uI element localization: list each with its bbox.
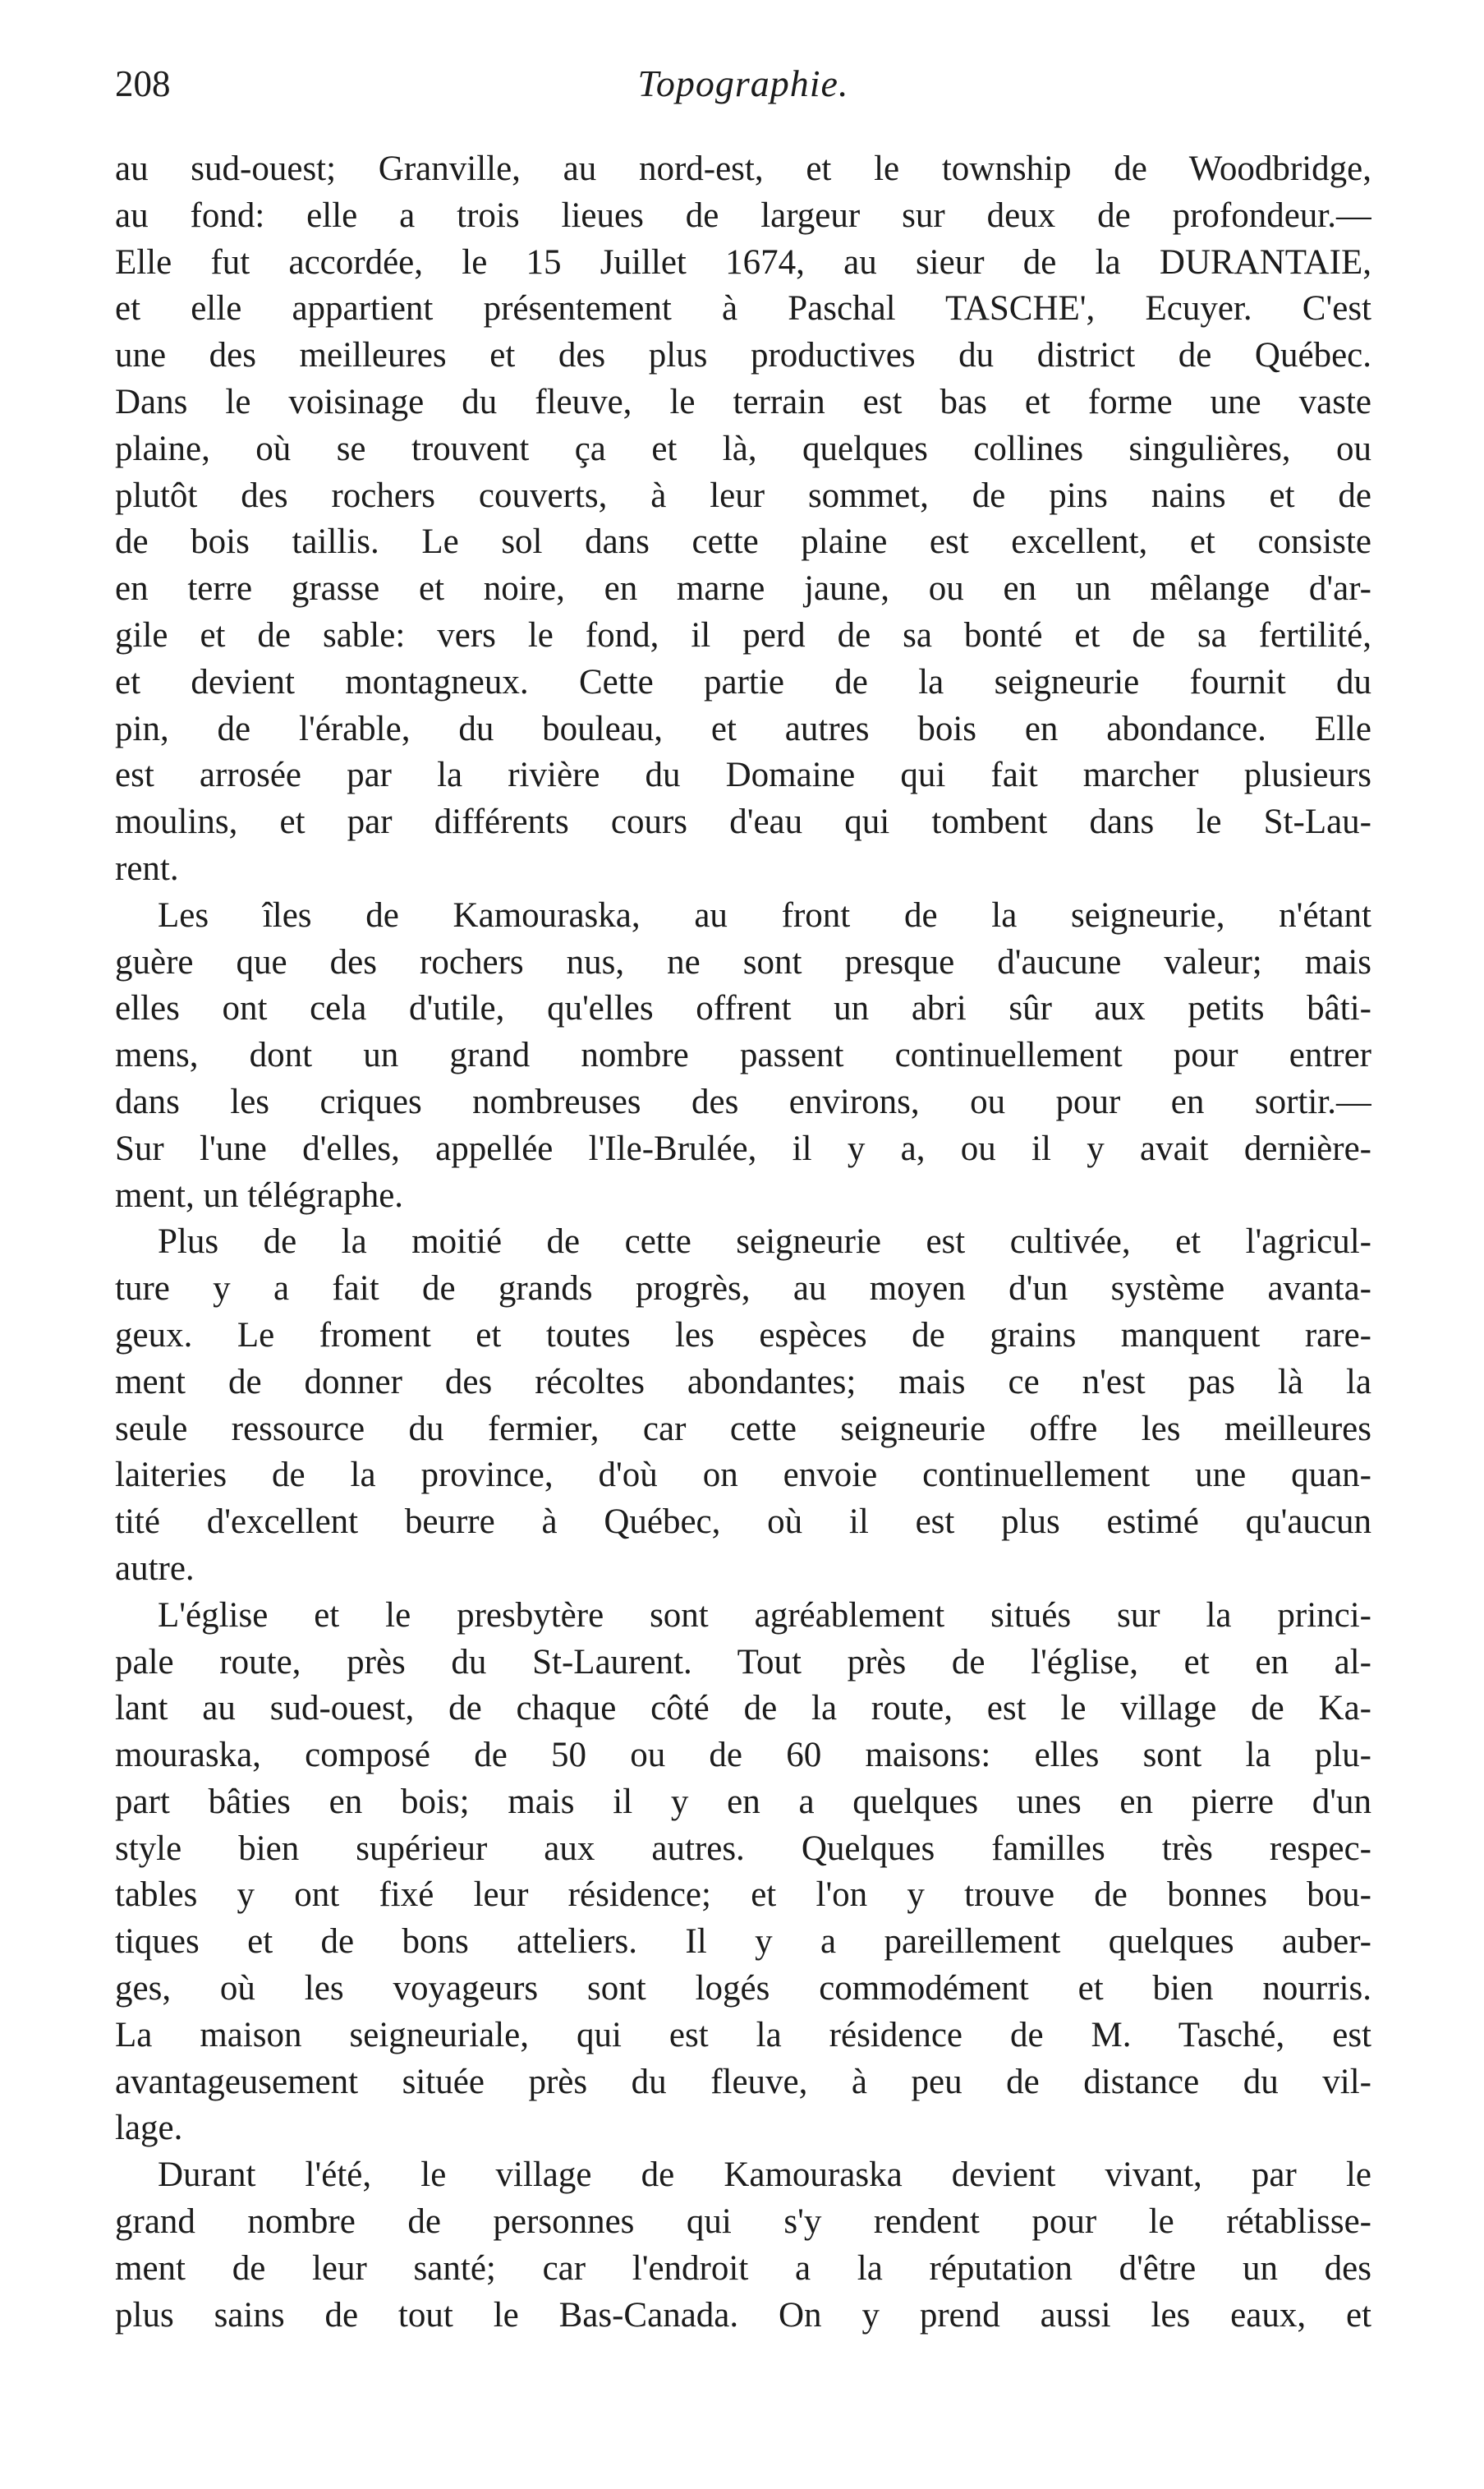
paragraph-start-line: L'église et le presbytère sont agréablement situés sur la princi- bbox=[158, 1595, 1371, 1635]
text-line: mouraska, composé de 50 ou de 60 maisons: elles sont la plu- bbox=[115, 1736, 1371, 1775]
text-line: ment de leur santé; car l'endroit a la réputation d'être un des bbox=[115, 2248, 1371, 2288]
text-line: lage. bbox=[115, 2109, 183, 2148]
text-line: part bâties en bois; mais il y en a quelques unes en pierre d'un bbox=[115, 1782, 1371, 1821]
text-line: est arrosée par la rivière du Domaine qui fait marcher plusieurs bbox=[115, 756, 1371, 795]
text-line: lant au sud-ouest, de chaque côté de la route, est le village de Ka- bbox=[115, 1689, 1371, 1728]
page-number: 208 bbox=[115, 63, 171, 104]
text-line: en terre grasse et noire, en marne jaune, ou en un mêlange d'ar- bbox=[115, 569, 1371, 609]
text-line: Elle fut accordée, le 15 Juillet 1674, au sieur de la DURANTAIE, bbox=[115, 242, 1371, 282]
text-line: geux. Le froment et toutes les espèces de grains manquent rare- bbox=[115, 1315, 1371, 1355]
text-line: au sud-ouest; Granville, au nord-est, et le township de Woodbridge, bbox=[115, 150, 1371, 188]
paragraph-start-line: Les îles de Kamouraska, au front de la seigneurie, n'étant bbox=[158, 895, 1371, 935]
text-line: pale route, près du St-Laurent. Tout près de l'église, et en al- bbox=[115, 1642, 1371, 1682]
text-line: plaine, où se trouvent ça et là, quelques collines singulières, ou bbox=[115, 429, 1371, 468]
text-line: et devient montagneux. Cette partie de la seigneurie fournit du bbox=[115, 662, 1371, 702]
text-line: ment de donner des récoltes abondantes; mais ce n'est pas là la bbox=[115, 1362, 1371, 1401]
text-line: tables y ont fixé leur résidence; et l'on y trouve de bonnes bou- bbox=[115, 1875, 1371, 1915]
text-line: moulins, et par différents cours d'eau qui tombent dans le St-Lau- bbox=[115, 803, 1371, 842]
text-line: gile et de sable: vers le fond, il perd de sa bonté et de sa fertilité, bbox=[115, 615, 1371, 655]
text-line: mens, dont un grand nombre passent continuellement pour entrer bbox=[115, 1036, 1371, 1075]
text-line: avantageusement située près du fleuve, à peu de distance du vil- bbox=[115, 2062, 1371, 2101]
text-line: ture y a fait de grands progrès, au moyen d'un système avanta- bbox=[115, 1269, 1371, 1309]
text-line: Sur l'une d'elles, appellée l'Ile-Brulée, il y a, ou il y avait dernière- bbox=[115, 1129, 1371, 1168]
text-line: tité d'excellent beurre à Québec, où il est plus estimé qu'aucun bbox=[115, 1502, 1371, 1542]
text-line: laiteries de la province, d'où on envoie continuellement une quan- bbox=[115, 1456, 1371, 1495]
text-line: de bois taillis. Le sol dans cette plaine est excellent, et consiste bbox=[115, 522, 1371, 562]
body-text bbox=[115, 146, 1371, 2339]
page-header bbox=[115, 62, 1371, 112]
text-line: plus sains de tout le Bas-Canada. On y prend aussi les eaux, et bbox=[115, 2295, 1371, 2335]
text-line: tiques et de bons atteliers. Il y a pareillement quelques auber- bbox=[115, 1922, 1371, 1962]
running-head: Topographie. bbox=[637, 62, 849, 104]
text-line: plutôt des rochers couverts, à leur sommet, de pins nains et de bbox=[115, 476, 1371, 515]
text-line: seule ressource du fermier, car cette seigneurie offre les meilleures bbox=[115, 1409, 1371, 1448]
text-line: grand nombre de personnes qui s'y rendent pour le rétablisse- bbox=[115, 2202, 1371, 2242]
text-line: La maison seigneuriale, qui est la résidence de M. Tasché, est bbox=[115, 2015, 1371, 2054]
text-line: pin, de l'érable, du bouleau, et autres bois en abondance. Elle bbox=[115, 709, 1371, 748]
text-line: elles ont cela d'utile, qu'elles offrent un abri sûr aux petits bâti- bbox=[115, 989, 1371, 1028]
text-line: ges, où les voyageurs sont logés commodément et bien nourris. bbox=[115, 1969, 1371, 2008]
text-line: Dans le voisinage du fleuve, le terrain est bas et forme une vaste bbox=[115, 382, 1371, 421]
text-line: ment, un télégraphe. bbox=[115, 1175, 404, 1215]
paragraph-start-line: Plus de la moitié de cette seigneurie est cultivée, et l'agricul- bbox=[158, 1222, 1371, 1262]
text-line: et elle appartient présentement à Paschal TASCHE', Ecuyer. C'est bbox=[115, 289, 1371, 329]
text-line: autre. bbox=[115, 1548, 195, 1588]
text-line: une des meilleures et des plus productives du district de Québec. bbox=[115, 336, 1371, 375]
text-line: au fond: elle a trois lieues de largeur sur deux de profondeur.— bbox=[115, 196, 1371, 235]
text-line: dans les criques nombreuses des environs, ou pour en sortir.— bbox=[115, 1082, 1371, 1121]
paragraph-start-line: Durant l'été, le village de Kamouraska devient vivant, par le bbox=[158, 2155, 1371, 2195]
text-line: guère que des rochers nus, ne sont presque d'aucune valeur; mais bbox=[115, 942, 1371, 982]
text-line: rent. bbox=[115, 849, 179, 888]
text-line: style bien supérieur aux autres. Quelques familles très respec- bbox=[115, 1829, 1371, 1868]
